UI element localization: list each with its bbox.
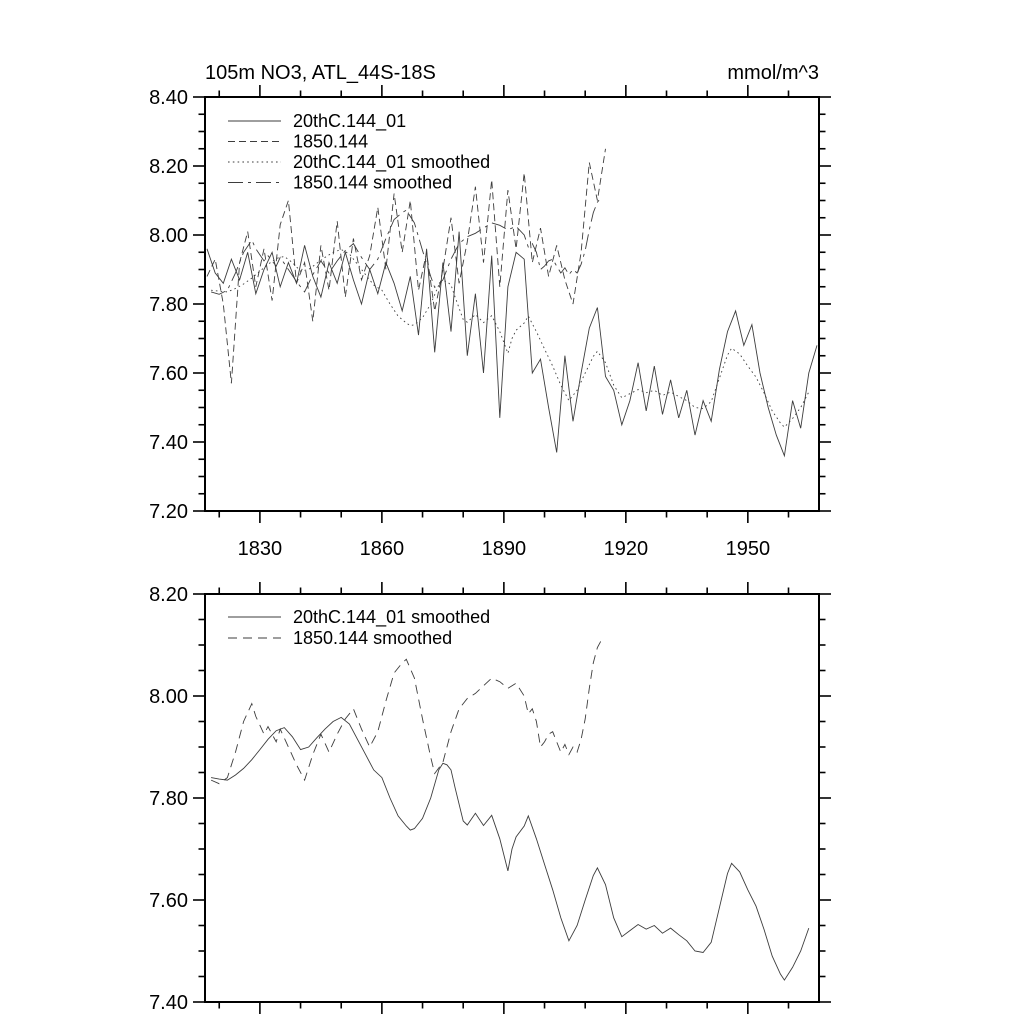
chart-title: 105m NO3, ATL_44S-18S [205,62,436,84]
y-tick-label: 7.60 [149,890,188,912]
y-tick-label: 8.00 [149,686,188,708]
legend-label: 20thC.144_01 [293,111,407,131]
bottom-panel-frame [205,594,819,1002]
x-tick-label: 1860 [359,538,405,560]
x-tick-label: 1920 [603,538,649,560]
legend-label: 1850.144 smoothed [293,628,453,648]
y-tick-label: 8.00 [149,225,188,247]
y-tick-label: 7.40 [149,992,188,1014]
legend-label: 20thC.144_01 smoothed [293,152,491,172]
y-tick-label: 7.80 [149,788,188,810]
y-tick-label: 7.20 [149,501,188,523]
y-tick-label: 7.40 [149,432,188,454]
series-line-20thC-144-01 [207,232,817,456]
x-tick-label: 1890 [481,538,527,560]
series-line-20thC-144-01-smoothed [211,717,809,980]
y-tick-label: 7.60 [149,363,188,385]
units-label: mmol/m^3 [727,62,819,84]
x-tick-label: 1950 [725,538,771,560]
series-line-1850-144-smoothed [211,197,601,294]
y-tick-label: 8.40 [149,87,188,109]
y-tick-label: 8.20 [149,156,188,178]
series-line-20thC-144-01-smoothed [211,250,809,428]
legend-label: 1850.144 [293,131,369,152]
legend-label: 20thC.144_01 smoothed [293,607,491,627]
y-tick-label: 8.20 [149,584,188,606]
x-tick-label: 1830 [237,538,283,560]
series-line-1850-144-smoothed [211,640,601,784]
legend-label: 1850.144 smoothed [293,172,453,193]
y-tick-label: 7.80 [149,294,188,316]
